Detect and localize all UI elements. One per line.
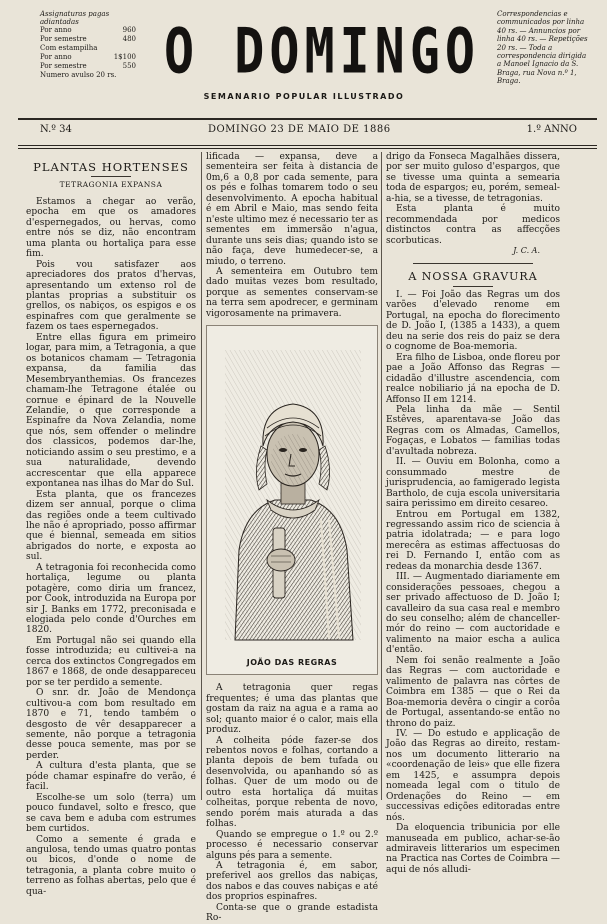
column-2 — [206, 152, 378, 924]
subscription-row: Por semestre 480 — [40, 35, 136, 43]
paragraph: A tetragonia é, em sabor, preferivel aos grellos das nabiças, dos nabos e das couves nabiças e até dos proprios espinafres. — [206, 860, 378, 903]
section-rule — [413, 263, 533, 264]
column-1 — [26, 152, 196, 897]
paragraph: Nem foi senão realmente a João das Regras — com auctoridade e valimento de palavra nas côrtes de Coimbra em 1385 — que o Rei da Boa-memoria devêra o cingir a corôa de Portugal, assentando-se então no throno do paiz. — [386, 655, 560, 729]
paragraph: Pela linha da mãe — Sentil Estêves, aparentava-se João das Regras com os Almadas, Camellos, Fogaças, e Lobatos — familias todas d'avultada nobreza. — [386, 404, 560, 457]
paragraph: A sementeira em Outubro tem dado muitas vezes bom resultado, porque as sementes conservam-se na terra sem apodrecer, e germinam vigorosamente na primavera. — [206, 266, 378, 319]
paragraph: Pois vou satisfazer aos apreciadores dos pratos d'hervas, apresentando um extenso rol de plantas proprias a substituir os grellos, os nabiços, os espigos e os espinafres com que geralmente se fazem os taes espernegados. — [26, 259, 196, 333]
masthead — [18, 6, 595, 106]
portrait-illustration — [225, 350, 361, 650]
paragraph: Conta-se que o grande estadista Ro- — [206, 902, 378, 924]
column-rule — [201, 152, 202, 800]
dateline-divider — [18, 145, 597, 146]
subscription-row: Por anno 1$100 — [40, 53, 136, 61]
issue-number: N.º 34 — [40, 124, 72, 135]
paragraph: Era filho de Lisboa, onde floreu por pae a João Affonso das Regras — cidadão d'illustre ascendencia, com realce nobiliario já na epocha de D. Affonso II em 1214. — [386, 352, 560, 405]
paragraph: Entre ellas figura em primeiro logar, para mim, a Tetragonia, a que os botanicos chamam — Tetragonia expansa, da familia das Mesembryanthemias. Os francezes chamam-lhe Tetragone étalée ou cornue e épinard de la Nouvelle Zelandie, o que corresponde a Espinafre da Nova Zelandia, nome que nós, sem offender o melindre dos classicos, podemos dar-lhe, noticiando assim o seu prestimo, e a sua naturalidade, devendo accrescentar que ella apparece expontanea nas ilhas do Mar do Sul. — [26, 332, 196, 490]
subscription-box — [40, 10, 136, 80]
subscription-row: Por anno 960 — [40, 26, 136, 34]
paragraph: Em Portugal não sei quando ella fosse introduzida; eu cultivei-a na cerca dos extinctos Congregados em 1867 e 1868, de onde desappareceu por se ter perdido a semente. — [26, 635, 196, 688]
paragraph: Estamos a chegar ao verão, epocha em que os amadores d'espernegados, ou hervas, como entre nós se diz, não encontram uma planta ou hortaliça para esse fim. — [26, 196, 196, 260]
subscription-row: Com estampilha — [40, 44, 98, 52]
paragraph: A tetragonia quer regas frequentes; é uma das plantas que gostam da raiz na agua e a rama ao sol; quanto maior é o calor, mais ella produz. — [206, 683, 378, 736]
paragraph: O snr. dr. João de Mendonça cultivou-a com bom resultado em 1870 e 71, tendo também o desgosto de vêr desapparecer a semente, não porque a tetragonia desse pouca semente, mas por se perder. — [26, 688, 196, 761]
column-3 — [386, 152, 560, 875]
article-title: A NOSSA GRAVURA — [408, 269, 538, 283]
title-rule — [91, 176, 131, 177]
column-rule — [381, 152, 382, 800]
newspaper-title: O DOMINGO — [164, 14, 480, 88]
single-issue-price: Numero avulso 20 rs. — [40, 71, 117, 79]
issue-year: 1.º ANNO — [526, 124, 577, 135]
paragraph: II. — Ouviu em Bolonha, como a consummado mestre de jurisprudencia, ao famigerado legista Bartholo, de cuja escola universitaria saira perissimo em direito cesareo. — [386, 457, 560, 510]
issue-date: DOMINGO 23 DE MAIO DE 1886 — [207, 124, 391, 135]
subscription-heading: Assignaturas pagas adiantadas — [40, 10, 110, 26]
portrait-engraving — [206, 325, 378, 675]
paragraph: A tetragonia foi reconhecida como hortaliça, legume ou planta potagère, como diria um francez, por Cook, introduzida na Europa por sir J. Banks em 1772, preconisada e elogiada pelo conde d'Ourches em 1820. — [26, 562, 196, 636]
paragraph: Escolhe-se um solo (terra) um pouco fundavel, solto e fresco, que se cava bem e aduba com estrumes bem curtidos. — [26, 792, 196, 835]
paragraph: Esta planta, que os francezes dizem ser annual, porque o clima das regiões onde a teem cultivado lhe não é apropriado, posso affirmar que é biennal, semeada em sitios abrigados do norte, e exposta ao sul. — [26, 489, 196, 563]
paragraph: Da eloquencia tribunicia por elle manuseada em publico, achar-se-ão admiraveis litterarios um especimen na Practica nas Cortes de Coimbra — aqui de nós alludi- — [386, 823, 560, 875]
paragraph: A colheita póde fazer-se dos rebentos novos e folhas, cortando a planta depois de bem tufada ou desenvolvida, ou apanhando só as folhas. Quer de um modo ou de outro esta hortaliça dá muitas colheitas, porque rebenta de novo, sendo porém mais aturada a das folhas. — [206, 735, 378, 830]
article-subtitle: TETRAGONIA EXPANSA — [59, 180, 163, 190]
paragraph: I. — Foi João das Regras um dos varões d'elevado renome em Portugal, na epocha do florecimento de D. João I, (1385 a 1433), a quem deu na serie dos reis do paiz se dera o cognome de Boa-memoria. — [386, 289, 560, 353]
article-title: PLANTAS HORTENSES — [33, 160, 189, 174]
correspondence-box: Correspondencias e communicados por linha 40 rs. — Annuncios por linha 40 rs. — Repetições 20 rs. — Toda a correspondencia dirigida a Manoel Ignacio da S. Braga, rua Nova n.º 1, Braga. — [497, 10, 588, 86]
paragraph: A cultura d'esta planta, que se póde chamar espinafre do verão, é facil. — [26, 761, 196, 793]
title-rule — [453, 286, 493, 287]
paragraph: lificada — expansa, deve a sementeira ser feita à distancia de 0m,6 a 0,8 por cada semente, para os pés e folhas tomarem todo o seu desenvolvimento. A epocha habitual é em Abril e Maio, mas sendo feita n'este ultimo mez é necessario ter as sementes em immersão n'agua, durante uns seis dias; quando isto se não faça, deve humedecer-se, a miudo, o terreno. — [206, 152, 378, 267]
paragraph: drigo da Fonseca Magalhães dissera, por ser muito guloso d'espargos, que se tivesse uma quinta a semearia toda de espargos; eu, porém, semeal-a-hia, se a tivesse, de tetragonias. — [386, 152, 560, 204]
dateline — [18, 124, 597, 142]
top-divider — [18, 118, 597, 120]
article-signature: J. C. A. — [513, 246, 540, 256]
paragraph: Entrou em Portugal em 1382, regressando assim rico de sciencia à patria idolatrada; — e para logo merecêra as estimas affectuosas do rei D. Fernando I, então com as redeas da monarchia desde 1367. — [386, 509, 560, 572]
paragraph: III. — Augmentado diariamente em considerações pessoaes, chegou a ser privado affectuoso de D. João I; cavalleiro da sua casa real e membro do seu conselho; além de chanceller-mór do reino — com auctoridade e valimento na maior escha a aulica d'então. — [386, 572, 560, 656]
paragraph: Esta planta é muito recommendada por medicos distinctos contra as affecções scorbuticas. — [386, 204, 560, 246]
subscription-row: Por semestre 550 — [40, 62, 136, 70]
portrait-caption: JOÃO DAS REGRAS — [246, 657, 338, 667]
paragraph: IV. — Do estudo e applicação de João das Regras ao direito, restam-nos um documento litterario na «coordenação de leis» que elle fizera em 1425, e assumpra depois nomeada legal com o titulo de Ordenações do Reino — em successivas edições editoradas entre nós. — [386, 729, 560, 823]
dateline-divider — [18, 148, 597, 149]
newspaper-subtitle: SEMANARIO POPULAR ILLUSTRADO — [203, 92, 405, 101]
paragraph: Quando se empregue o 1.º ou 2.º processo é necessario conservar alguns pés para a semente. — [206, 829, 378, 861]
paragraph: Como a semente é grada e angulosa, tendo umas quatro pontas ou bicos, d'onde o nome de tetragonia, a planta cobre muito o terreno as folhas abertas, pelo que é qua- — [26, 834, 196, 897]
